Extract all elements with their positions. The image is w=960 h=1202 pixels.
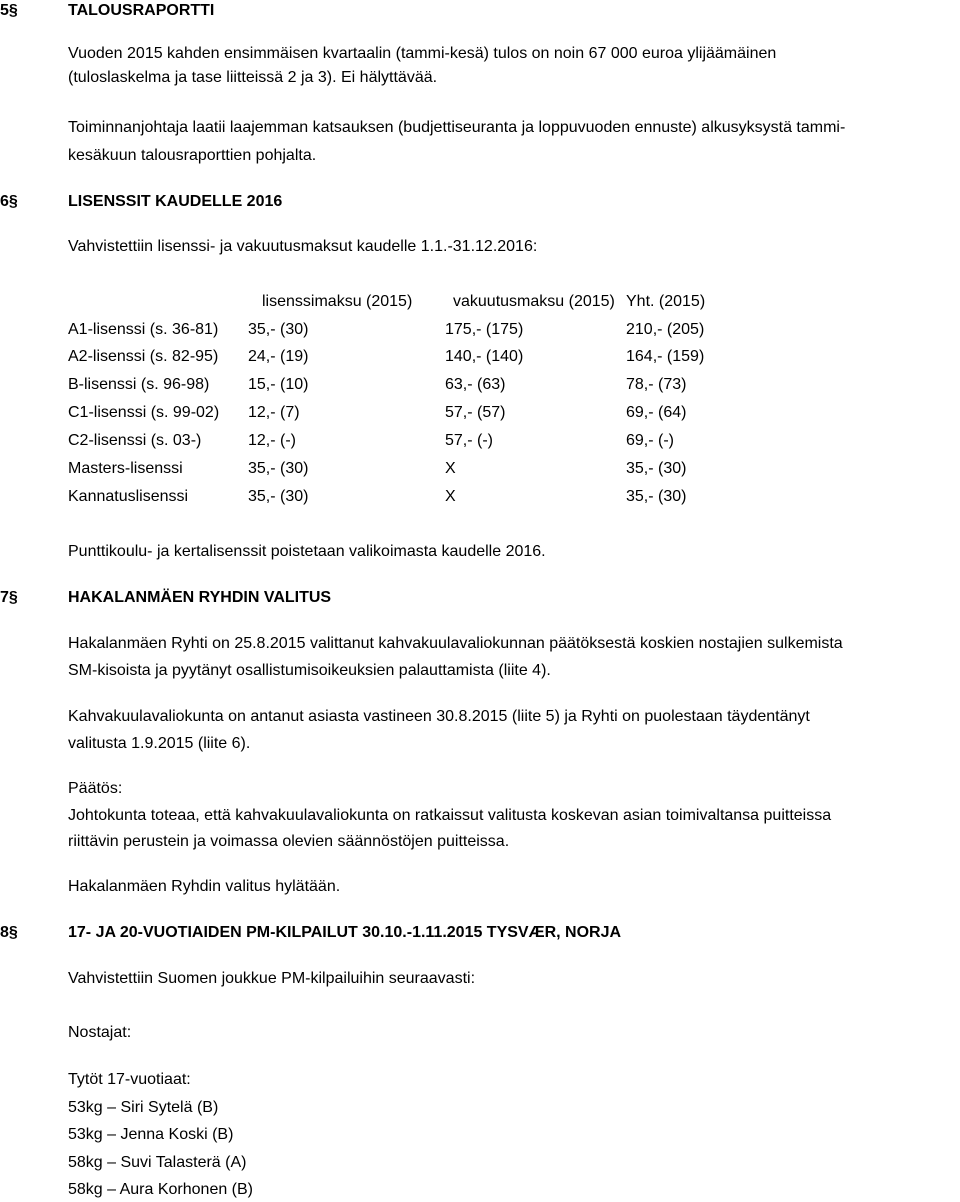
section-7-paragraph: Johtokunta toteaa, että kahvakuulavaliokunta on ratkaissut valitusta koskevan asian toimivaltansa puitteissa xyxy=(68,807,832,824)
table-cell-license-fee: 15,- (10) xyxy=(248,376,309,393)
section-6-note: Punttikoulu- ja kertalisenssit poistetaan valikoimasta kaudelle 2016. xyxy=(68,543,546,560)
table-cell-license-fee: 12,- (-) xyxy=(248,432,296,449)
table-header-total: Yht. (2015) xyxy=(626,293,706,310)
section-5-heading: TALOUSRAPORTTI xyxy=(68,2,215,19)
section-5-number: 5§ xyxy=(0,2,18,19)
section-7-paragraph: SM-kisoista ja pyytänyt osallistumisoikeuksien palauttamista (liite 4). xyxy=(68,662,551,679)
table-cell-license: B-lisenssi (s. 96-98) xyxy=(68,376,210,393)
table-cell-total: 35,- (30) xyxy=(626,460,687,477)
section-7-paragraph: Hakalanmäen Ryhti on 25.8.2015 valittanut kahvakuulavaliokunnan päätöksestä koskien nostajien sulkemista xyxy=(68,635,843,652)
table-cell-license: C2-lisenssi (s. 03-) xyxy=(68,432,202,449)
table-cell-insurance-fee: 140,- (140) xyxy=(445,348,524,365)
section-6-number: 6§ xyxy=(0,193,18,210)
table-cell-license: Masters-lisenssi xyxy=(68,460,183,477)
table-cell-total: 78,- (73) xyxy=(626,376,687,393)
section-5-paragraph: Vuoden 2015 kahden ensimmäisen kvartaalin (tammi-kesä) tulos on noin 67 000 euroa ylijäämäinen xyxy=(68,45,777,62)
table-cell-insurance-fee: X xyxy=(445,460,456,477)
section-8-paragraph: Vahvistettiin Suomen joukkue PM-kilpailuihin seuraavasti: xyxy=(68,970,476,987)
table-cell-license-fee: 35,- (30) xyxy=(248,321,309,338)
section-7-paragraph: valitusta 1.9.2015 (liite 6). xyxy=(68,735,251,752)
section-7-paragraph: riittävin perustein ja voimassa olevien säännöstöjen puitteissa. xyxy=(68,833,510,850)
section-7-number: 7§ xyxy=(0,589,18,606)
section-6-heading: LISENSSIT KAUDELLE 2016 xyxy=(68,193,283,210)
section-7-paragraph: Hakalanmäen Ryhdin valitus hylätään. xyxy=(68,878,341,895)
list-item: 53kg – Jenna Koski (B) xyxy=(68,1126,234,1143)
table-cell-license-fee: 24,- (19) xyxy=(248,348,309,365)
table-cell-insurance-fee: X xyxy=(445,488,456,505)
table-cell-license-fee: 35,- (30) xyxy=(248,460,309,477)
table-cell-total: 164,- (159) xyxy=(626,348,705,365)
table-cell-total: 69,- (-) xyxy=(626,432,674,449)
table-cell-total: 210,- (205) xyxy=(626,321,705,338)
table-cell-license: A1-lisenssi (s. 36-81) xyxy=(68,321,219,338)
table-cell-insurance-fee: 57,- (57) xyxy=(445,404,506,421)
table-cell-license-fee: 12,- (7) xyxy=(248,404,300,421)
section-7-paragraph: Kahvakuulavaliokunta on antanut asiasta vastineen 30.8.2015 (liite 5) ja Ryhti on puolestaan täydentänyt xyxy=(68,708,810,725)
table-cell-insurance-fee: 175,- (175) xyxy=(445,321,524,338)
section-7-heading: HAKALANMÄEN RYHDIN VALITUS xyxy=(68,589,332,606)
table-cell-license: C1-lisenssi (s. 99-02) xyxy=(68,404,220,421)
table-cell-license: Kannatuslisenssi xyxy=(68,488,189,505)
list-item: 58kg – Aura Korhonen (B) xyxy=(68,1181,254,1198)
list-item: 58kg – Suvi Talasterä (A) xyxy=(68,1154,247,1171)
section-8-number: 8§ xyxy=(0,924,18,941)
table-cell-insurance-fee: 63,- (63) xyxy=(445,376,506,393)
section-5-paragraph: (tuloslaskelma ja tase liitteissä 2 ja 3). Ei hälyttävää. xyxy=(68,69,438,86)
table-cell-total: 69,- (64) xyxy=(626,404,687,421)
section-8-paragraph: Nostajat: xyxy=(68,1024,132,1041)
section-5-paragraph: kesäkuun talousraporttien pohjalta. xyxy=(68,147,317,164)
table-header-insurance-fee: vakuutusmaksu (2015) xyxy=(453,293,615,310)
table-cell-insurance-fee: 57,- (-) xyxy=(445,432,493,449)
section-8-paragraph: Tytöt 17-vuotiaat: xyxy=(68,1071,191,1088)
section-6-intro: Vahvistettiin lisenssi- ja vakuutusmaksut kaudelle 1.1.-31.12.2016: xyxy=(68,238,538,255)
table-cell-total: 35,- (30) xyxy=(626,488,687,505)
decision-label: Päätös: xyxy=(68,780,123,797)
section-8-heading: 17- JA 20-VUOTIAIDEN PM-KILPAILUT 30.10.-1.11.2015 TYSVÆR, NORJA xyxy=(68,924,622,941)
list-item: 53kg – Siri Sytelä (B) xyxy=(68,1099,219,1116)
section-5-paragraph: Toiminnanjohtaja laatii laajemman katsauksen (budjettiseuranta ja loppuvuoden ennuste) alkusyksystä tammi- xyxy=(68,119,846,136)
table-cell-license: A2-lisenssi (s. 82-95) xyxy=(68,348,219,365)
table-cell-license-fee: 35,- (30) xyxy=(248,488,309,505)
table-header-license-fee: lisenssimaksu (2015) xyxy=(262,293,413,310)
